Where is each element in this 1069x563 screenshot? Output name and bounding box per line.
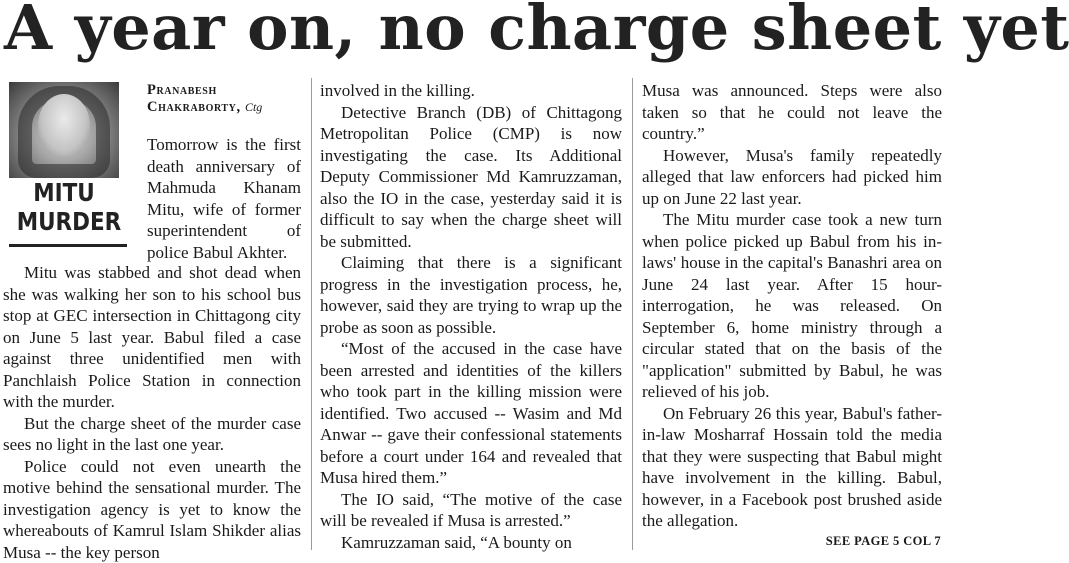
lead-text: Tomorrow is the first death anniversary of Mahmuda Khanam Mitu, wife of former superintendent of police Babul Akhter. [147,135,301,262]
kicker-line-1: MITU [33,178,95,207]
byline-name-1: Pranabesh [147,82,217,98]
lead-paragraph [147,134,301,263]
column-3 [642,80,942,532]
paragraph: On February 26 this year, Babul's father-in-law Mosharraf Hossain told the media that they were suspecting that Babul might have involvement in the killing. Babul, however, in a Facebook post brushed aside the allegation. [642,403,942,530]
jump-line[interactable]: SEE PAGE 5 COL 7 [825,534,941,548]
paragraph: “Most of the accused in the case have been arrested and identities of the killers who took part in the killing mission were identified. Two accused -- Wasim and Md Anwar -- gave their confessional statements before a court under 164 and revealed that Musa hired them.” [320,339,622,487]
paragraph: Claiming that there is a significant progress in the investigation process, he, however, said they are trying to wrap up the probe as soon as possible. [320,253,622,337]
column-rule-1 [311,78,312,550]
paragraph: The IO said, “The motive of the case will be revealed if Musa is arrested.” [320,489,622,530]
headline: A year on, no charge sheet yet [4,0,1069,64]
column-2 [320,80,622,553]
kicker-underline [9,244,127,247]
paragraph: The Mitu murder case took a new turn when police picked up Babul from his in-laws' house in the capital's Banashri area on June 24 last year. After 15 hour-interrogation, he was released. On September 6, home ministry through a circular stated that on the basis of the "application" submitted by Babul, he was relieved of his job. [642,210,942,401]
paragraph-continued: Musa was announced. Steps were also taken so that he could not leave the country.” [642,81,942,143]
paragraph: But the charge sheet of the murder case sees no light in the last one year. [3,413,301,454]
paragraph: However, Musa's family repeatedly alleged that law enforcers had picked him up on June 22 last year. [642,145,942,208]
column-1 [3,262,301,563]
paragraph: Police could not even unearth the motive behind the sensational murder. The investigation agency is yet to know the whereabouts of Kamrul Islam Shikder alias Musa -- the key person [3,456,301,562]
column-rule-2 [632,78,633,550]
byline-name-2: Chakraborty, [147,99,241,115]
kicker-line-2: MURDER [16,207,122,236]
byline-location: Ctg [244,100,263,114]
byline [147,82,301,116]
paragraph-continued: involved in the killing. [320,81,475,100]
portrait-face [38,94,90,156]
paragraph: Kamruzzaman said, “A bounty on [341,532,572,552]
paragraph: Detective Branch (DB) of Chittagong Metropolitan Police (CMP) is now investigating the case. Its Additional Deputy Commissioner Md Kamruzzaman, also the IO in the case, yesterday said it is difficult to say when the charge sheet will be submitted. [320,102,622,251]
kicker [16,178,122,236]
paragraph: Mitu was stabbed and shot dead when she was walking her son to his school bus stop at GEC intersection in Chittagong city on June 5 last year. Babul filed a case against three unidentified men with Panchlaish Police Station in connection with the murder. [3,263,301,411]
